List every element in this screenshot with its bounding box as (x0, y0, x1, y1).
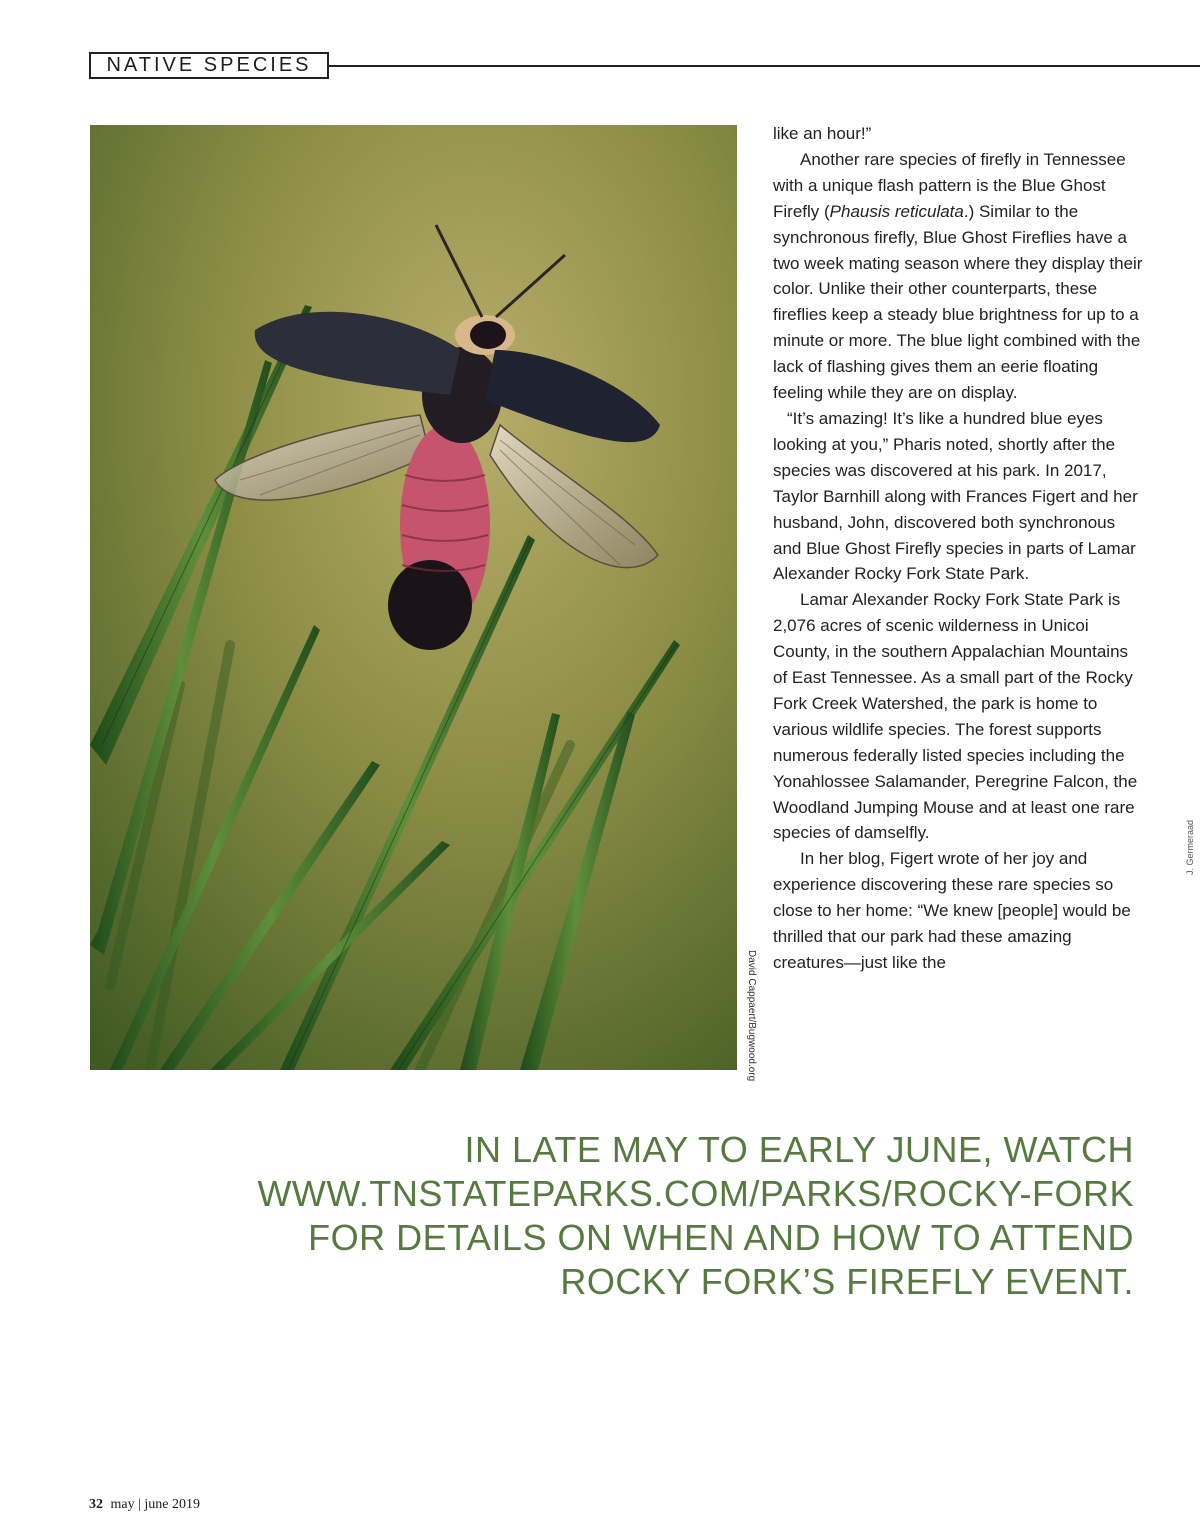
page-footer (89, 1497, 200, 1513)
callout-line-4: ROCKY FORK’S FIREFLY EVENT. (560, 1261, 1134, 1302)
paragraph-2-text: Another rare species of firefly in Tennessee with a unique flash pattern is the Blue Ghost Firefly ( (773, 149, 1126, 221)
paragraph-5: In her blog, Figert wrote of her joy and experience discovering these rare species so close to her home: “We knew [people] would be thrilled that our park had these amazing creatures—just like the (773, 849, 1131, 972)
paragraph-1: like an hour!” (773, 124, 872, 143)
section-label: NATIVE SPECIES (89, 52, 329, 79)
paragraph-2 (773, 147, 1143, 406)
side-photo-credit: J. Germeraad (1185, 819, 1195, 875)
callout-line-1: IN LATE MAY TO EARLY JUNE, WATCH (464, 1129, 1134, 1170)
species-name: Phausis reticulata (829, 201, 964, 221)
paragraph-3: “It’s amazing! It’s like a hundred blue eyes looking at you,” Pharis noted, shortly after the species was discovered at his park. In 2017, Taylor Barnhill along with Frances Figert and her husband, John, discovered both synchronous and Blue Ghost Firefly species in parts of Lamar Alexander Rocky Fork State Park. (773, 408, 1138, 584)
article-column (773, 121, 1143, 976)
event-callout (234, 1128, 1134, 1304)
section-rule (329, 65, 1200, 67)
paragraph-2-text-end: .) Similar to the synchronous firefly, Blue Ghost Fireflies have a two week mating season where they display their color. Unlike their other counterparts, these fireflies keep a steady blue brightness for up to a minute or more. The blue light combined with the lack of flashing gives them an eerie floating feeling while they are on display. (773, 201, 1143, 403)
issue-date: may | june 2019 (110, 1497, 201, 1512)
paragraph-4: Lamar Alexander Rocky Fork State Park is 2,076 acres of scenic wilderness in Unicoi County, in the southern Appalachian Mountains of East Tennessee. As a small part of the Rocky Fork Creek Watershed, the park is home to various wildlife species. The forest supports numerous federally listed species including the Yonahlossee Salamander, Peregrine Falcon, the Woodland Jumping Mouse and at least one rare species of damselfly. (773, 590, 1138, 843)
firefly-photo (90, 125, 737, 1070)
callout-line-3: FOR DETAILS ON WHEN AND HOW TO ATTEND (308, 1217, 1134, 1258)
page-number: 32 (89, 1497, 103, 1512)
callout-url: WWW.TNSTATEPARKS.COM/PARKS/ROCKY-FORK (257, 1173, 1134, 1214)
photo-credit: David Cappaert/Bugwood.org (746, 950, 757, 1082)
